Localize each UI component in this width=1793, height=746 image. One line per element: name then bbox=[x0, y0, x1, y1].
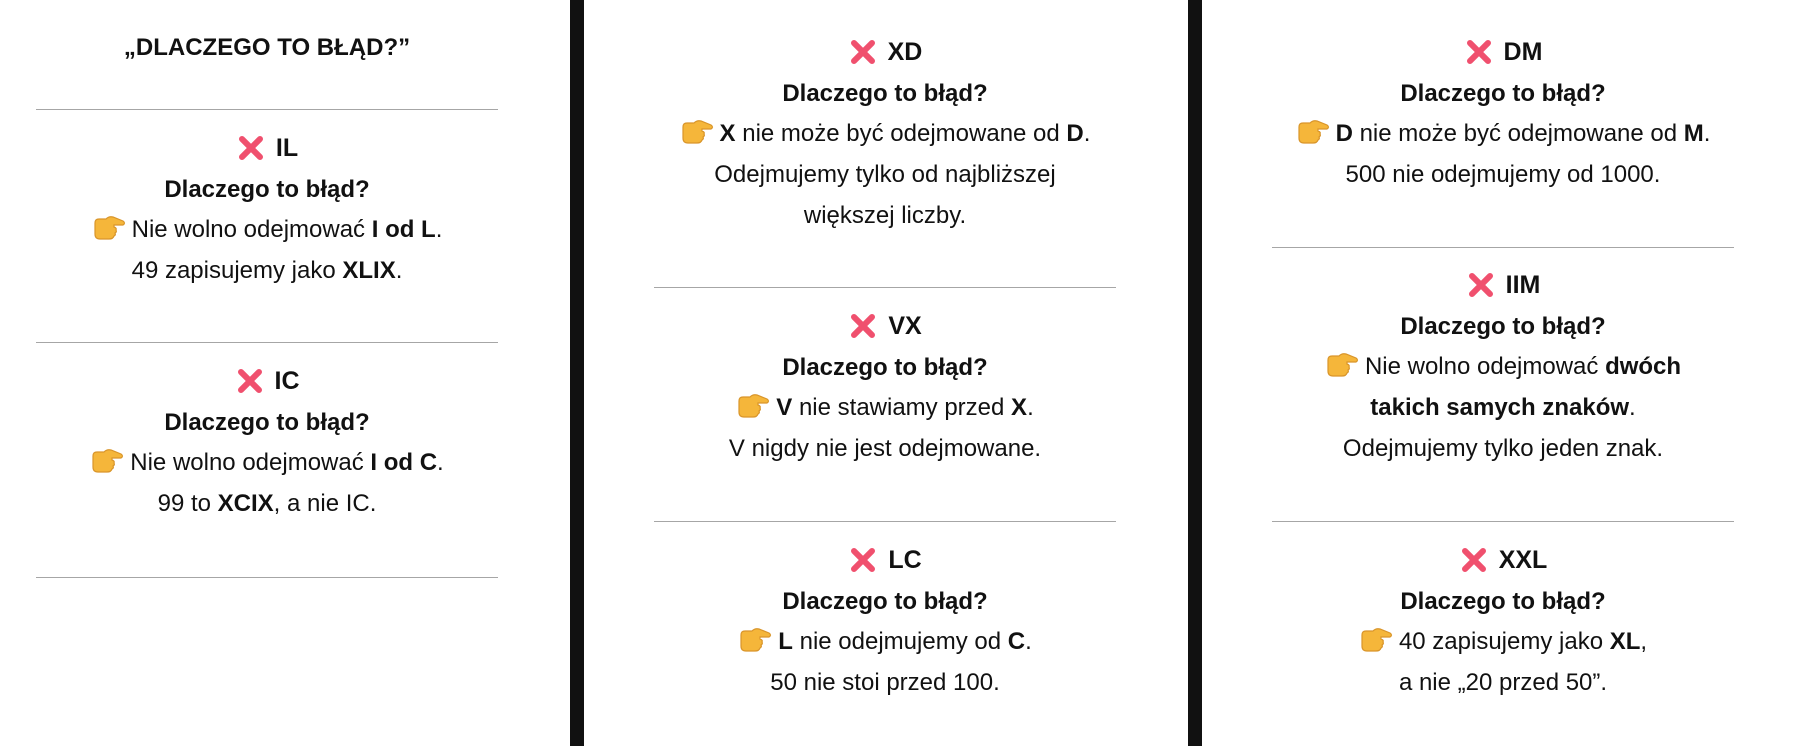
error-card-iim bbox=[1272, 268, 1734, 469]
card-line: Odejmujemy tylko od najbliższej bbox=[714, 161, 1056, 188]
card-line: Nie wolno odejmować I od L. bbox=[36, 209, 498, 250]
pointing-hand-icon bbox=[738, 625, 772, 653]
column-3 bbox=[1272, 0, 1734, 746]
card-title: DM bbox=[1272, 35, 1734, 69]
card-line: Nie wolno odejmować dwóch bbox=[1272, 346, 1734, 387]
rule bbox=[36, 577, 498, 578]
card-line: L nie odejmujemy od C. bbox=[654, 621, 1116, 662]
card-line: 50 nie stoi przed 100. bbox=[770, 669, 1000, 696]
cross-mark-icon bbox=[848, 37, 878, 67]
card-line: a nie „20 przed 50”. bbox=[1398, 669, 1608, 696]
card-question: Dlaczego to błąd? bbox=[1400, 80, 1606, 107]
cross-mark-icon bbox=[235, 366, 265, 396]
pointing-hand-icon bbox=[1359, 625, 1393, 653]
card-line: V nigdy nie jest odejmowane. bbox=[728, 435, 1042, 462]
cross-mark-icon bbox=[848, 311, 878, 341]
rule bbox=[654, 521, 1116, 522]
rule bbox=[36, 342, 498, 343]
card-line: Nie wolno odejmować I od C. bbox=[36, 442, 498, 483]
column-2 bbox=[654, 0, 1116, 746]
card-line: Odejmujemy tylko jeden znak. bbox=[1342, 435, 1664, 462]
cross-mark-icon bbox=[1459, 545, 1489, 575]
card-line: większej liczby. bbox=[803, 202, 967, 229]
card-title: XXL bbox=[1272, 543, 1734, 577]
card-title: LC bbox=[654, 543, 1116, 577]
card-line: D nie może być odejmowane od M. bbox=[1272, 113, 1734, 154]
card-title: VX bbox=[654, 309, 1116, 343]
error-card-ic bbox=[36, 364, 498, 524]
pointing-hand-icon bbox=[92, 213, 126, 241]
column-separator-right bbox=[1188, 0, 1202, 746]
card-line: V nie stawiamy przed X. bbox=[654, 387, 1116, 428]
card-title: IIM bbox=[1272, 268, 1734, 302]
rule bbox=[1272, 521, 1734, 522]
card-line: X nie może być odejmowane od D. bbox=[654, 113, 1116, 154]
card-line: takich samych znaków. bbox=[1370, 394, 1636, 421]
card-question: Dlaczego to błąd? bbox=[164, 409, 370, 436]
error-card-dm bbox=[1272, 35, 1734, 195]
card-title: IC bbox=[36, 364, 498, 398]
card-question: Dlaczego to błąd? bbox=[164, 176, 370, 203]
cross-mark-icon bbox=[1466, 270, 1496, 300]
card-question: Dlaczego to błąd? bbox=[782, 354, 988, 381]
card-line: 49 zapisujemy jako XLIX. bbox=[131, 257, 403, 284]
error-card-lc bbox=[654, 543, 1116, 703]
column-1 bbox=[36, 0, 498, 746]
card-question: Dlaczego to błąd? bbox=[1400, 313, 1606, 340]
rule bbox=[36, 109, 498, 110]
card-title: XD bbox=[654, 35, 1116, 69]
cross-mark-icon bbox=[236, 133, 266, 163]
pointing-hand-icon bbox=[680, 117, 714, 145]
card-line: 99 to XCIX, a nie IC. bbox=[157, 490, 377, 517]
pointing-hand-icon bbox=[1296, 117, 1330, 145]
page-title: „DLACZEGO TO BŁĄD?” bbox=[123, 34, 411, 61]
error-card-il bbox=[36, 131, 498, 291]
pointing-hand-icon bbox=[736, 391, 770, 419]
card-title: IL bbox=[36, 131, 498, 165]
rule bbox=[654, 287, 1116, 288]
error-card-xxl bbox=[1272, 543, 1734, 703]
column-separator-left bbox=[570, 0, 584, 746]
cross-mark-icon bbox=[1464, 37, 1494, 67]
card-question: Dlaczego to błąd? bbox=[782, 588, 988, 615]
card-question: Dlaczego to błąd? bbox=[1400, 588, 1606, 615]
card-question: Dlaczego to błąd? bbox=[782, 80, 988, 107]
card-line: 500 nie odejmujemy od 1000. bbox=[1345, 161, 1661, 188]
pointing-hand-icon bbox=[1325, 350, 1359, 378]
cross-mark-icon bbox=[848, 545, 878, 575]
card-line: 40 zapisujemy jako XL, bbox=[1272, 621, 1734, 662]
error-card-xd bbox=[654, 35, 1116, 236]
rule bbox=[1272, 247, 1734, 248]
error-card-vx bbox=[654, 309, 1116, 469]
pointing-hand-icon bbox=[90, 446, 124, 474]
